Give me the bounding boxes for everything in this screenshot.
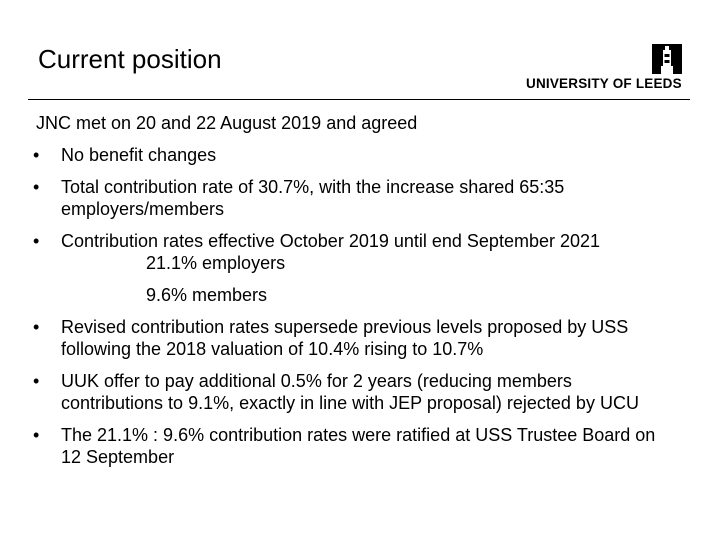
parkinson-tower-icon <box>652 44 682 74</box>
bullet-item <box>33 424 676 468</box>
bullet-item <box>33 230 676 252</box>
bullet-dot: • <box>33 317 40 337</box>
bullet-text: Revised contribution rates supersede previous levels proposed by USS following the 2018 valuation of 10.4% rising to 10.7% <box>61 317 629 359</box>
member-rate: 9.6% members <box>146 285 268 305</box>
bullet-text: Total contribution rate of 30.7%, with the increase shared 65:35 employers/members <box>61 177 565 219</box>
university-logo <box>526 42 682 94</box>
slide-title: Current position <box>38 44 222 74</box>
intro-text: JNC met on 20 and 22 August 2019 and agreed <box>36 113 418 133</box>
slide-body <box>33 112 676 478</box>
bullet-dot: • <box>33 177 40 197</box>
bullet-dot: • <box>33 145 40 165</box>
employer-rate: 21.1% employers <box>146 253 286 273</box>
bullet-text: No benefit changes <box>61 145 217 165</box>
bullet-item <box>33 176 676 220</box>
bullet-text: UUK offer to pay additional 0.5% for 2 years (reducing members contributions to 9.1%, exactly in line with JEP proposal) rejected by UCU <box>61 371 639 413</box>
bullet-dot: • <box>33 371 40 391</box>
bullet-item <box>33 316 676 360</box>
bullet-dot: • <box>33 425 40 445</box>
bullet-text: Contribution rates effective October 2019 until end September 2021 <box>61 231 601 251</box>
bullet-item <box>33 144 676 166</box>
bullet-item <box>33 370 676 414</box>
bullet-text: The 21.1% : 9.6% contribution rates were ratified at USS Trustee Board on 12 September <box>61 425 656 467</box>
bullet-dot: • <box>33 231 40 251</box>
logo-wordmark: UNIVERSITY OF LEEDS <box>526 76 682 91</box>
title-divider <box>28 99 690 100</box>
